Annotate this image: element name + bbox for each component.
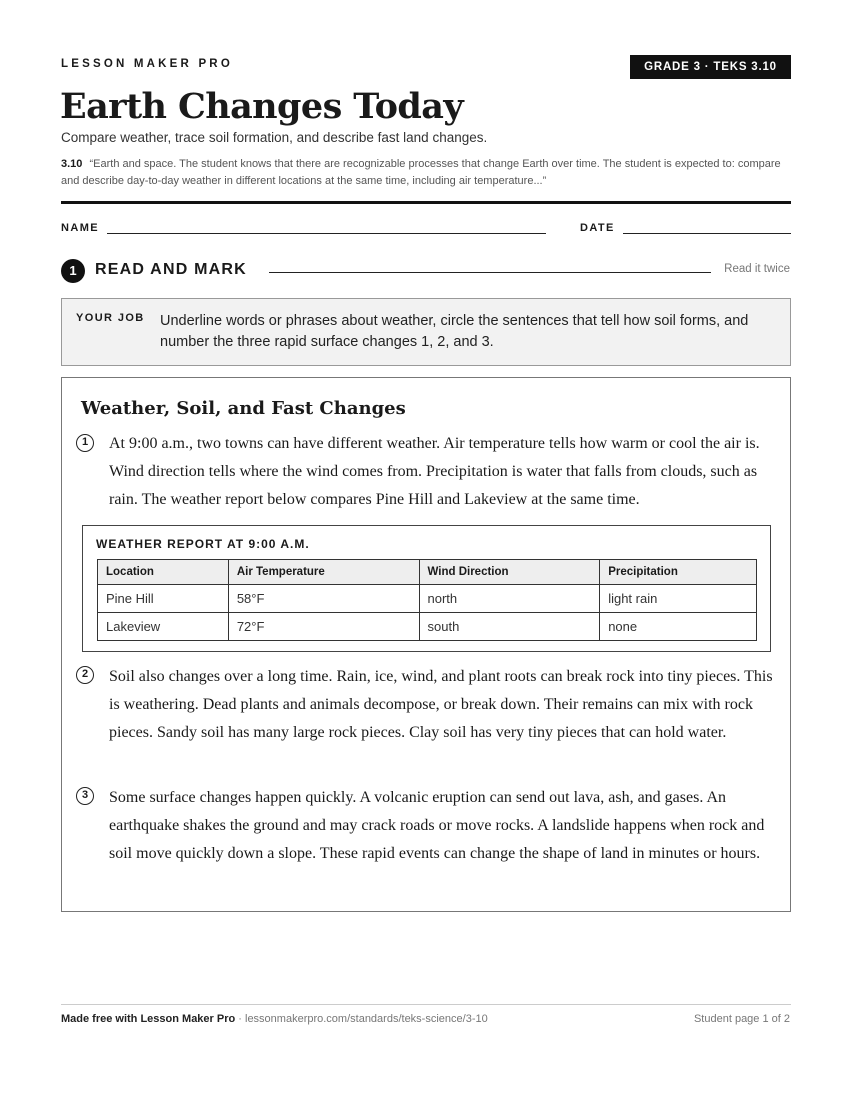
table-row bbox=[98, 613, 757, 641]
table-header-row bbox=[98, 560, 757, 585]
paragraph-number-2: 2 bbox=[76, 666, 94, 684]
section-note: Read it twice bbox=[724, 263, 790, 275]
column-header: Air Temperature bbox=[228, 560, 419, 585]
column-header: Precipitation bbox=[600, 560, 757, 585]
weather-report-box bbox=[82, 525, 771, 652]
footer-divider bbox=[61, 1004, 791, 1005]
reading-passage bbox=[61, 377, 791, 912]
standard-text: “Earth and space. The student knows that there are recognizable processes that change Earth over time. The student is expected to: compare and describe day-to-day weather in different locations at the same time, including air temperature...” bbox=[61, 158, 781, 187]
instructions-box bbox=[61, 298, 791, 366]
column-header: Wind Direction bbox=[419, 560, 600, 585]
header-divider bbox=[61, 201, 791, 204]
section-divider bbox=[269, 272, 711, 273]
name-label: NAME bbox=[61, 222, 99, 234]
table-cell: north bbox=[419, 585, 600, 613]
footer-credit bbox=[61, 1013, 488, 1025]
page-title: Earth Changes Today bbox=[60, 86, 464, 127]
table-cell: 72°F bbox=[228, 613, 419, 641]
instructions-text: Underline words or phrases about weather, circle the sentences that tell how soil forms, and number the three rapid surface changes 1, 2, and 3. bbox=[160, 313, 749, 350]
section-title: READ AND MARK bbox=[95, 261, 247, 278]
table-cell: light rain bbox=[600, 585, 757, 613]
paragraph-number-1: 1 bbox=[76, 434, 94, 452]
name-field[interactable] bbox=[107, 233, 546, 234]
table-row bbox=[98, 585, 757, 613]
instructions-label: YOUR JOB bbox=[76, 312, 145, 324]
table-cell: 58°F bbox=[228, 585, 419, 613]
passage-title: Weather, Soil, and Fast Changes bbox=[81, 398, 406, 419]
weather-table bbox=[97, 559, 757, 641]
section-number-badge: 1 bbox=[61, 259, 85, 283]
table-cell: Pine Hill bbox=[98, 585, 229, 613]
brand-name: LESSON MAKER PRO bbox=[61, 58, 233, 70]
page-subtitle: Compare weather, trace soil formation, and describe fast land changes. bbox=[61, 130, 488, 145]
table-cell: Lakeview bbox=[98, 613, 229, 641]
paragraph-number-3: 3 bbox=[76, 787, 94, 805]
paragraph-2: Soil also changes over a long time. Rain, ice, wind, and plant roots can break rock into tiny pieces. This is weathering. Dead plants and animals decompose, or break down. Their remains can mix with rock pieces. Sandy soil has many large rock pieces. Clay soil has very tiny pieces that can hold water. bbox=[109, 668, 773, 741]
standard-description bbox=[61, 156, 791, 190]
footer-url: · lessonmakerpro.com/standards/teks-science/3-10 bbox=[235, 1013, 488, 1025]
footer-page-number: Student page 1 of 2 bbox=[693, 1013, 790, 1025]
footer-made-with: Made free with Lesson Maker Pro bbox=[61, 1013, 236, 1025]
column-header: Location bbox=[98, 560, 229, 585]
date-label: DATE bbox=[580, 222, 615, 234]
paragraph-1: At 9:00 a.m., two towns can have different weather. Air temperature tells how warm or cool the air is. Wind direction tells where the wind comes from. Precipitation is water that falls from clouds, such as rain. The weather report below compares Pine Hill and Lakeview at the same time. bbox=[109, 435, 760, 508]
grade-badge: GRADE 3 · TEKS 3.10 bbox=[630, 55, 791, 79]
table-cell: south bbox=[419, 613, 600, 641]
paragraph-3: Some surface changes happen quickly. A volcanic eruption can send out lava, ash, and gases. An earthquake shakes the ground and may crack roads or move rocks. A landslide happens when rock and soil move quickly down a slope. These rapid events can change the shape of land in minutes or hours. bbox=[109, 789, 765, 862]
table-cell: none bbox=[600, 613, 757, 641]
weather-report-title: WEATHER REPORT AT 9:00 A.M. bbox=[96, 537, 310, 551]
standard-code: 3.10 bbox=[61, 158, 83, 170]
date-field[interactable] bbox=[623, 233, 791, 234]
